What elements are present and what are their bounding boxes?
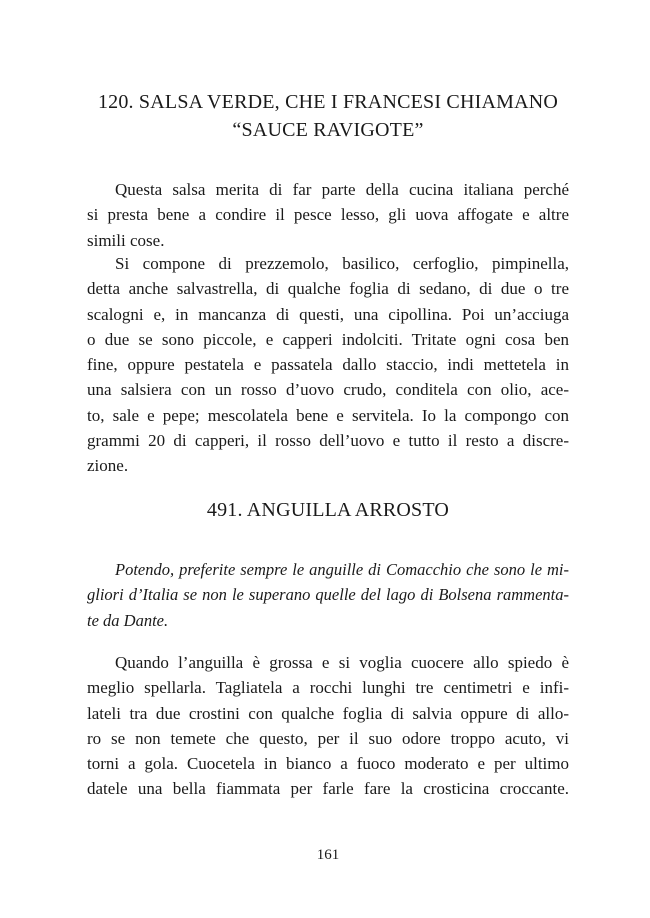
paragraph: [87, 650, 569, 802]
text-line: Si compone di prezzemolo, basilico, cerfoglio, pimpinella,: [115, 254, 569, 273]
text-line: Questa salsa merita di far parte della cucina italiana perché: [115, 180, 569, 199]
text-line: zione.: [87, 456, 129, 476]
text-line: si presta bene a condire il pesce lesso, gli uova affogate e altre: [87, 205, 569, 225]
title-line: 120. SALSA VERDE, CHE I FRANCESI CHIAMANO: [97, 91, 559, 113]
text-line: o due se sono piccole, e capperi indolciti. Tritate ogni cosa ben: [87, 329, 569, 349]
text-line: ro se non temete che questo, per il suo odore troppo acuto, vi: [87, 728, 569, 748]
paragraph: [87, 251, 569, 479]
title-line: 491. ANGUILLA ARROSTO: [206, 499, 450, 521]
text-line: fine, oppure pestatela e passatela dallo staccio, indi mettetela in: [87, 355, 569, 375]
paragraph: [87, 177, 569, 253]
text-line: scalogni e, in mancanza di questi, una cipollina. Poi un’acciuga: [87, 304, 569, 324]
text-line: simili cose.: [87, 230, 165, 250]
text-line: meglio spellarla. Tagliatela a rocchi lunghi tre centimetri e infi-: [87, 678, 569, 698]
text-line: detta anche salvastrella, di qualche foglia di sedano, di due o tre: [87, 279, 569, 299]
recipe-title-salsa-verde: [87, 88, 569, 144]
text-line: lateli tra due crostini con qualche foglia di salvia oppure di allo-: [87, 703, 569, 723]
page-number: 161: [316, 847, 340, 863]
text-line: una salsiera con un rosso d’uovo crudo, conditela con olio, ace-: [87, 380, 569, 400]
text-line: te da Dante.: [87, 610, 169, 630]
text-line: Quando l’anguilla è grossa e si voglia cuocere allo spiedo è: [115, 653, 569, 672]
text-line: datele una bella fiammata per farle fare la crosticina croccante.: [87, 779, 569, 799]
recipe-title-anguilla-arrosto: [87, 496, 569, 524]
title-line: “SAUCE RAVIGOTE”: [232, 119, 424, 141]
text-line: Potendo, preferite sempre le anguille di Comacchio che sono le mi-: [115, 560, 569, 579]
text-line: grammi 20 di capperi, il rosso dell’uovo e tutto il resto a discre-: [87, 431, 569, 451]
recipe-intro-note: [87, 557, 569, 633]
text-line: to, sale e pepe; mescolatela bene e servitela. Io la compongo con: [87, 405, 569, 425]
text-line: torni a gola. Cuocetela in bianco a fuoco moderato e per ultimo: [87, 754, 569, 774]
text-line: gliori d’Italia se non le superano quelle del lago di Bolsena rammenta-: [87, 585, 569, 605]
